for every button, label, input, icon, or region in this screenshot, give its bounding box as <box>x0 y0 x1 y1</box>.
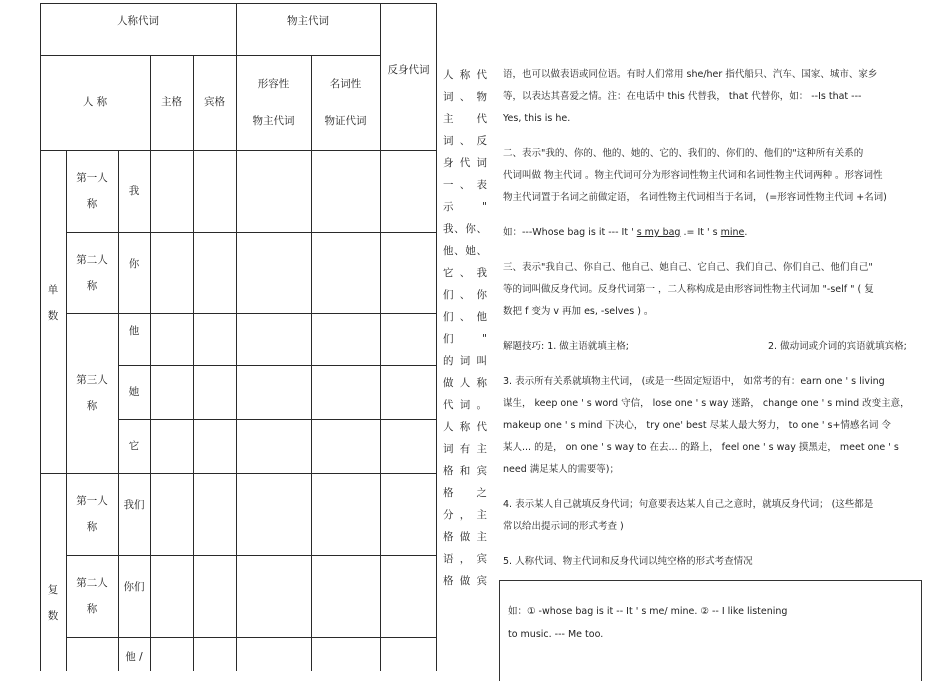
header-noun-poss-line2: 物证代词 <box>324 114 367 127</box>
first-person-plural <box>66 473 118 555</box>
singular-char-2: 数 <box>47 310 59 322</box>
singular-label <box>40 279 66 327</box>
middle-column-line: 身代词 <box>443 157 487 169</box>
middle-column-line: 们 、 他 <box>443 311 487 323</box>
box-line-1: 如：① -whose bag is it -- It ' s me/ mine. ② -- I like listening <box>508 606 788 617</box>
plural-char-2: 数 <box>47 610 59 622</box>
middle-column-line: 们 、 你 <box>443 289 487 301</box>
p1-line-1: 语，也可以做表语或同位语。有时人们常用 she/her 指代船只、汽车、国家、城市、家乡 <box>503 69 878 80</box>
first-person-line1: 第一人 <box>76 172 108 184</box>
middle-column-line: 格 和 宾 <box>443 465 487 477</box>
second-person-plural-line1: 第二人 <box>76 577 108 589</box>
p1-line-3: Yes, this is he. <box>503 113 571 124</box>
example-middle: .= It ' s <box>680 227 721 238</box>
box-line-2: to music. --- Me too. <box>508 629 604 640</box>
pronoun-tamen: 他 / <box>125 650 143 663</box>
third-person-line2: 称 <box>86 400 98 412</box>
example-prefix: 如：---Whose bag is it --- It ' <box>503 227 637 238</box>
paragraph-2 <box>503 143 930 209</box>
middle-column-line: 做 人 称 <box>443 377 487 389</box>
example-underlined-2: mine <box>720 227 745 238</box>
p2-line-3: 物主代词置于名词之前做定语， 名词性物主代词相当于名词， (=形容词性物主代词 +名词) <box>503 192 887 203</box>
p4-line-4: 某人... 的是， on one ' s way to 在去... 的路上， feel one ' s way 摸黑走， meet one ' s <box>503 442 899 453</box>
p2-line-1: 二、表示"我的、你的、他的、她的、它的、我们的、你们的、他们的"这种所有关系的 <box>503 148 864 159</box>
pronoun-women: 我们 <box>123 499 145 511</box>
p4-line-2: 谋生， keep one ' s word 守信， lose one ' s way 迷路， change one ' s mind 改变主意， <box>503 398 910 409</box>
header-adj-poss-line2: 物主代词 <box>252 114 295 127</box>
paragraph-1 <box>503 64 930 130</box>
middle-column-line: 语 ， 宾 <box>443 553 487 565</box>
pronoun-ta-he: 他 <box>128 324 140 337</box>
middle-text-column <box>443 64 487 592</box>
middle-column-line: 它 、 我 <box>443 267 487 279</box>
middle-column-line: 词 、 物 <box>443 91 487 103</box>
first-person-line2: 称 <box>86 198 98 210</box>
p4-line-5: need 满足某人的需要等)； <box>503 464 619 475</box>
second-person-line1: 第二人 <box>76 253 108 266</box>
p2-line-2: 代词叫做 物主代词 。物主代词可分为形容词性物主代词和名词性物主代词两种 。形容词性 <box>503 170 883 181</box>
example-line <box>503 222 930 244</box>
header-object-case: 宾格 <box>204 96 225 108</box>
example-underlined-1: s my bag <box>636 227 681 238</box>
paragraph-6: 5. 人称代词、物主代词和反身代词以纯空格的形式考查情况 <box>503 556 753 567</box>
header-adjective-possessive <box>236 55 311 150</box>
example-box <box>499 580 922 681</box>
third-person-line1: 第三人 <box>76 374 108 386</box>
middle-column-line: 格 之 <box>443 487 487 499</box>
pronoun-ta-she: 她 <box>128 385 140 398</box>
pronoun-nimen: 你们 <box>123 580 145 593</box>
header-noun-possessive <box>311 55 380 150</box>
header-person: 人 称 <box>82 96 108 108</box>
second-person-plural-line2: 称 <box>86 603 98 615</box>
p5-line-2: 常以给出提示词的形式考查 ) <box>503 521 624 532</box>
pronoun-table <box>40 3 437 671</box>
p4-line-1: 3. 表示所有关系就填物主代词， (或是一些固定短语中， 如常考的有：earn one ' s living <box>503 376 885 387</box>
tip-1: 解题技巧: 1. 做主语就填主格; <box>503 341 630 352</box>
plural-char-1: 复 <box>47 584 59 596</box>
singular-char-1: 单 <box>47 284 59 296</box>
paragraph-4 <box>503 371 930 481</box>
header-noun-poss-line1: 名词性 <box>329 77 362 90</box>
second-person-plural <box>66 555 118 637</box>
header-adj-poss-line1: 形容性 <box>257 77 290 90</box>
middle-column-line: 格 做 宾 <box>443 575 487 587</box>
middle-column-line: 格 做 主 <box>443 531 487 543</box>
tips-line <box>503 336 930 358</box>
third-person-singular <box>66 313 118 473</box>
first-person-singular <box>66 150 118 232</box>
middle-column-line: 的 词 叫 <box>443 355 487 367</box>
header-personal-pronouns: 人称代词 <box>117 14 159 27</box>
explanation-text <box>503 64 930 573</box>
middle-column-line: 他、她、 <box>443 245 487 257</box>
middle-column-line: 主 代 <box>443 113 487 125</box>
middle-column-line: 词 、 反 <box>443 135 487 147</box>
paragraph-3 <box>503 257 930 323</box>
middle-column-line: 一 、 表 <box>443 179 487 191</box>
middle-column-line: 示 " <box>443 201 487 213</box>
middle-column-line: 代 词 。 <box>443 399 487 411</box>
middle-column-line: 们 " <box>443 333 487 345</box>
header-subject-case: 主格 <box>161 96 182 108</box>
middle-column-line: 分 ， 主 <box>443 509 487 521</box>
header-possessive-pronouns: 物主代词 <box>287 14 329 27</box>
paragraph-5 <box>503 494 930 538</box>
example-end: . <box>744 227 748 238</box>
header-reflexive-pronouns: 反身代词 <box>387 63 430 76</box>
second-person-line2: 称 <box>86 279 98 292</box>
plural-label <box>40 579 66 627</box>
middle-column-line: 我、你、 <box>443 223 487 235</box>
middle-column-line: 人 称 代 <box>443 69 487 81</box>
p1-line-2: 等，以表达其喜爱之情。注：在电话中 this 代替我， that 代替你，如： --Is that --- <box>503 91 862 102</box>
first-person-plural-line2: 称 <box>86 521 98 533</box>
first-person-plural-line1: 第一人 <box>76 495 108 507</box>
tip-2: 2. 做动词或介词的宾语就填宾格; <box>768 341 907 352</box>
pronoun-ta-it: 它 <box>128 439 140 452</box>
p4-line-3: makeup one ' s mind 下决心， try one' best 尽某人最大努力， to one ' s+情感名词 令 <box>503 420 891 431</box>
p5-line-1: 4. 表示某人自己就填反身代词；句意要表达某人自己之意时，就填反身代词； (这些都是 <box>503 499 874 510</box>
p3-line-3: 数把 f 变为 v 再加 es, -selves ) 。 <box>503 306 654 317</box>
second-person-singular <box>66 232 118 313</box>
middle-column-line: 人 称 代 <box>443 421 487 433</box>
middle-column-line: 词 有 主 <box>443 443 487 455</box>
pronoun-wo: 我 <box>128 184 140 197</box>
pronoun-ni: 你 <box>128 258 140 270</box>
p3-line-1: 三、表示"我自己、你自己、他自己、她自己、它自己、我们自己、你们自己、他们自己" <box>503 262 873 273</box>
p3-line-2: 等的词叫做反身代词。反身代词第一 ，二人称构成是由形容词性物主代词加 "-self " ( 复 <box>503 284 874 295</box>
